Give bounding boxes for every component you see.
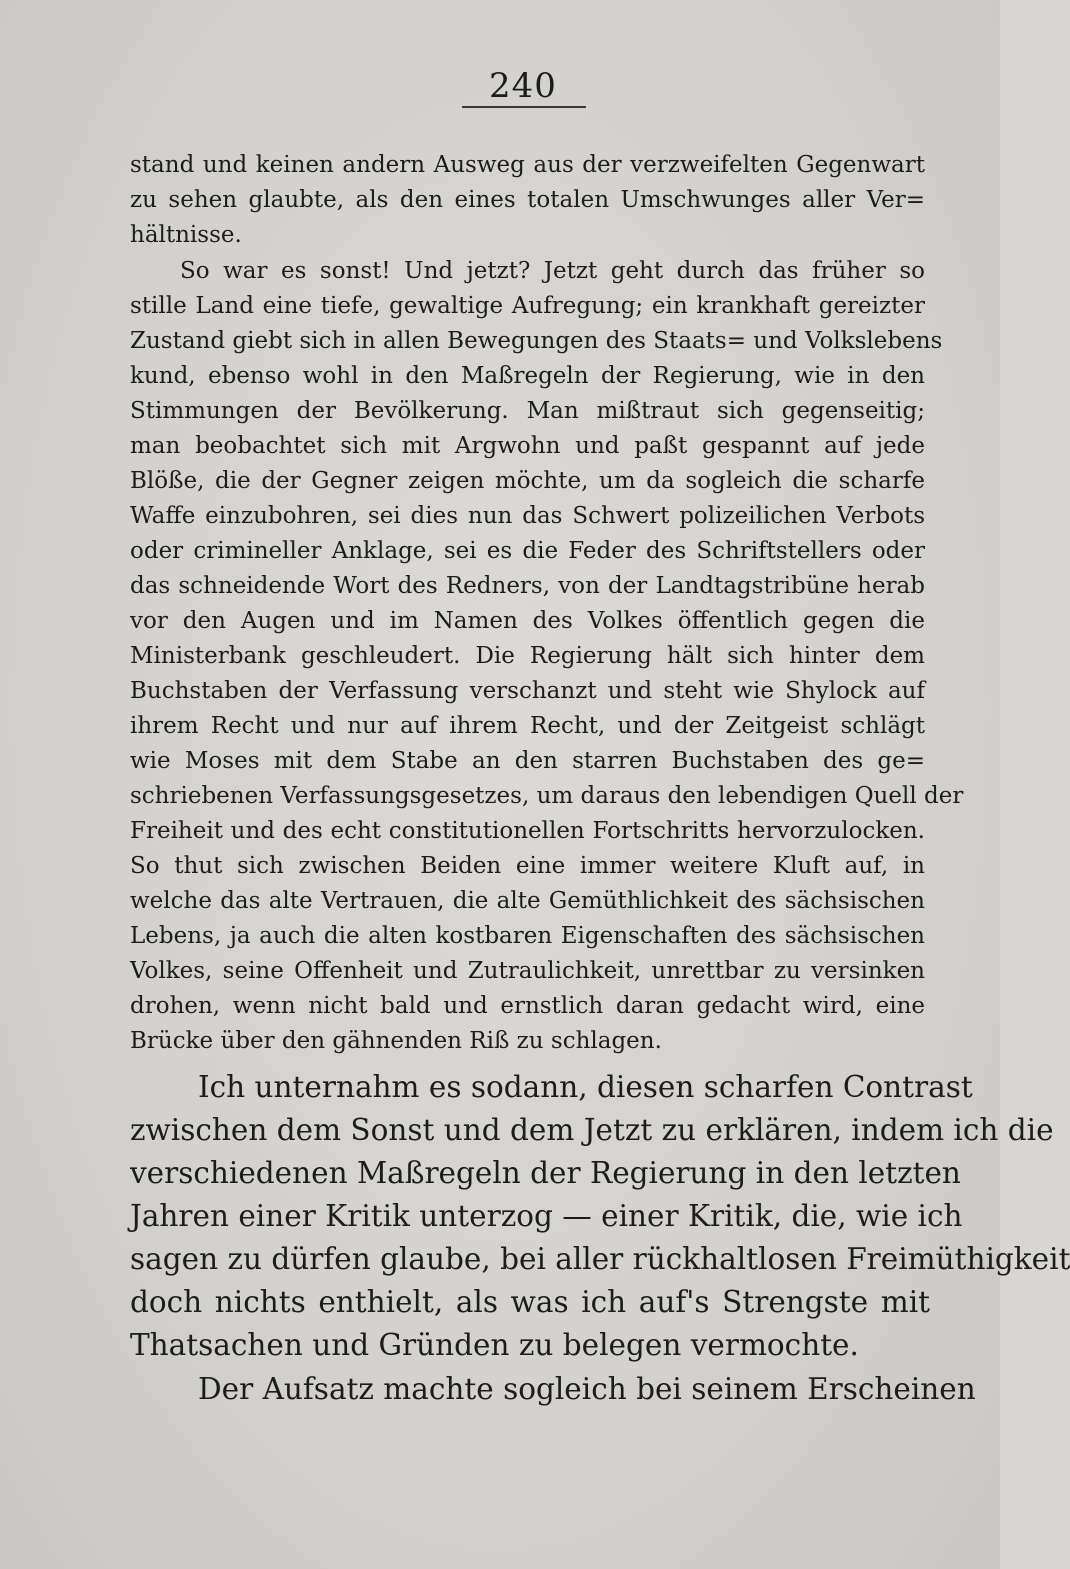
text-line: wie Moses mit dem Stabe an den starren Buchstaben des ge= — [130, 748, 925, 774]
text-line: drohen, wenn nicht bald und ernstlich daran gedacht wird, eine — [130, 993, 925, 1019]
text-line: Buchstaben der Verfassung verschanzt und steht wie Shylock auf — [130, 678, 925, 704]
text-line: kund, ebenso wohl in den Maßregeln der Regierung, wie in den — [130, 363, 925, 389]
text-line: verschiedenen Maßregeln der Regierung in den letzten — [130, 1156, 961, 1190]
text-line: man beobachtet sich mit Argwohn und paßt gespannt auf jede — [130, 433, 925, 459]
text-line: stand und keinen andern Ausweg aus der verzweifelten Gegenwart — [130, 152, 925, 178]
text-line: doch nichts enthielt, als was ich auf's Strengste mit — [130, 1285, 930, 1319]
text-line: Jahren einer Kritik unterzog — einer Kritik, die, wie ich — [130, 1199, 963, 1233]
text-line: So war es sonst! Und jetzt? Jetzt geht durch das früher so — [180, 258, 925, 284]
text-line: So thut sich zwischen Beiden eine immer weitere Kluft auf, in — [130, 853, 925, 879]
text-line: Ministerbank geschleudert. Die Regierung hält sich hinter dem — [130, 643, 925, 669]
text-line: Ich unternahm es sodann, diesen scharfen Contrast — [198, 1070, 973, 1104]
text-line: hältnisse. — [130, 222, 242, 248]
text-line: Zustand giebt sich in allen Bewegungen des Staats= und Volkslebens — [130, 328, 943, 354]
header-rule — [462, 106, 586, 108]
text-line: schriebenen Verfassungsgesetzes, um daraus den lebendigen Quell der — [130, 783, 964, 809]
text-line: das schneidende Wort des Redners, von der Landtagstribüne herab — [130, 573, 925, 599]
text-line: Lebens, ja auch die alten kostbaren Eigenschaften des sächsischen — [130, 923, 925, 949]
text-line: Stimmungen der Bevölkerung. Man mißtraut sich gegenseitig; — [130, 398, 925, 424]
text-line: welche das alte Vertrauen, die alte Gemüthlichkeit des sächsischen — [130, 888, 925, 914]
text-line: zwischen dem Sonst und dem Jetzt zu erklären, indem ich die — [130, 1113, 1054, 1147]
text-line: zu sehen glaubte, als den eines totalen Umschwunges aller Ver= — [130, 187, 925, 213]
text-line: stille Land eine tiefe, gewaltige Aufregung; ein krankhaft gereizter — [130, 293, 925, 319]
text-line: ihrem Recht und nur auf ihrem Recht, und der Zeitgeist schlägt — [130, 713, 925, 739]
text-line: vor den Augen und im Namen des Volkes öffentlich gegen die — [130, 608, 925, 634]
text-line: Volkes, seine Offenheit und Zutraulichkeit, unrettbar zu versinken — [130, 958, 925, 984]
text-line: Freiheit und des echt constitutionellen Fortschritts hervorzulocken. — [130, 818, 925, 844]
text-line: Der Aufsatz machte sogleich bei seinem Erscheinen — [198, 1372, 976, 1406]
text-line: sagen zu dürfen glaube, bei aller rückhaltlosen Freimüthigkeit — [130, 1242, 1070, 1276]
text-line: oder crimineller Anklage, sei es die Feder des Schriftstellers oder — [130, 538, 925, 564]
text-line: Brücke über den gähnenden Riß zu schlagen. — [130, 1028, 662, 1054]
page-number: 240 — [489, 66, 557, 106]
text-line: Thatsachen und Gründen zu belegen vermochte. — [130, 1328, 859, 1362]
text-line: Waffe einzubohren, sei dies nun das Schwert polizeilichen Verbots — [130, 503, 925, 529]
text-line: Blöße, die der Gegner zeigen möchte, um da sogleich die scharfe — [130, 468, 925, 494]
